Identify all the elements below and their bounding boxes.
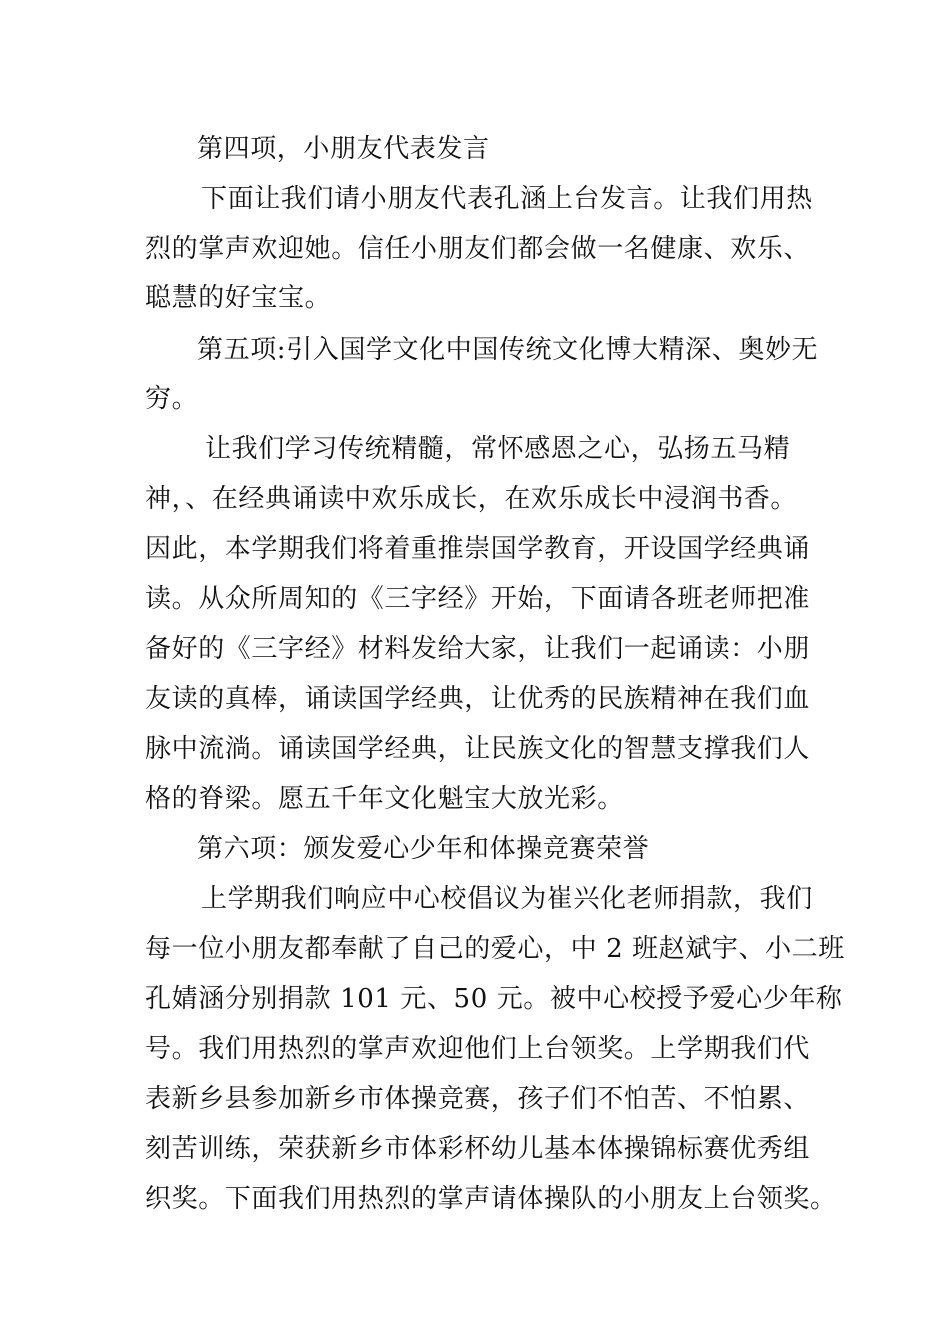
- text-line: 神，、在经典诵读中欢乐成长，在欢乐成长中浸润书香。: [145, 484, 798, 514]
- text-line: 友读的真棒，诵读国学经典，让优秀的民族精神在我们血: [145, 684, 811, 714]
- text-line: 聪慧的好宝宝。: [145, 283, 332, 313]
- text-line: 每一位小朋友都奉献了自己的爱心，中 2 班赵斌宇、小二班: [145, 934, 845, 964]
- text-line: 烈的掌声欢迎她。信任小朋友们都会做一名健康、欢乐、: [145, 234, 811, 264]
- text-line: 上学期我们响应中心校倡议为崔兴化老师捐款，我们: [201, 884, 813, 914]
- text-line: 因此，本学期我们将着重推崇国学教育，开设国学经典诵: [145, 534, 811, 564]
- text-line: 下面让我们请小朋友代表孔涵上台发言。让我们用热: [201, 184, 813, 214]
- text-line: 号。我们用热烈的掌声欢迎他们上台领奖。上学期我们代: [145, 1034, 811, 1064]
- text-line: 表新乡县参加新乡市体操竞赛，孩子们不怕苦、不怕累、: [145, 1084, 811, 1114]
- text-line: 第四项，小朋友代表发言: [197, 134, 490, 164]
- text-line: 让我们学习传统精髓，常怀感恩之心，弘扬五马精: [205, 434, 791, 464]
- text-line: 穷。: [145, 384, 199, 414]
- text-line: 织奖。下面我们用热烈的掌声请体操队的小朋友上台领奖。: [145, 1184, 837, 1214]
- text-line: 格的脊梁。愿五千年文化魁宝大放光彩。: [145, 784, 624, 814]
- text-line: 脉中流淌。诵读国学经典，让民族文化的智慧支撑我们人: [145, 734, 811, 764]
- text-line: 读。从众所周知的《三字经》开始，下面请各班老师把准: [145, 584, 811, 614]
- text-line: 备好的《三字经》材料发给大家，让我们一起诵读：小朋: [145, 634, 811, 664]
- text-line: 第五项:引入国学文化中国传统文化博大精深、奥妙无: [197, 335, 819, 365]
- text-line: 孔婧涵分别捐款 101 元、50 元。被中心校授予爱心少年称: [145, 984, 843, 1014]
- text-line: 刻苦训练，荣获新乡市体彩杯幼儿基本体操锦标赛优秀组: [145, 1134, 811, 1164]
- text-line: 第六项：颁发爱心少年和体操竞赛荣誉: [197, 834, 650, 864]
